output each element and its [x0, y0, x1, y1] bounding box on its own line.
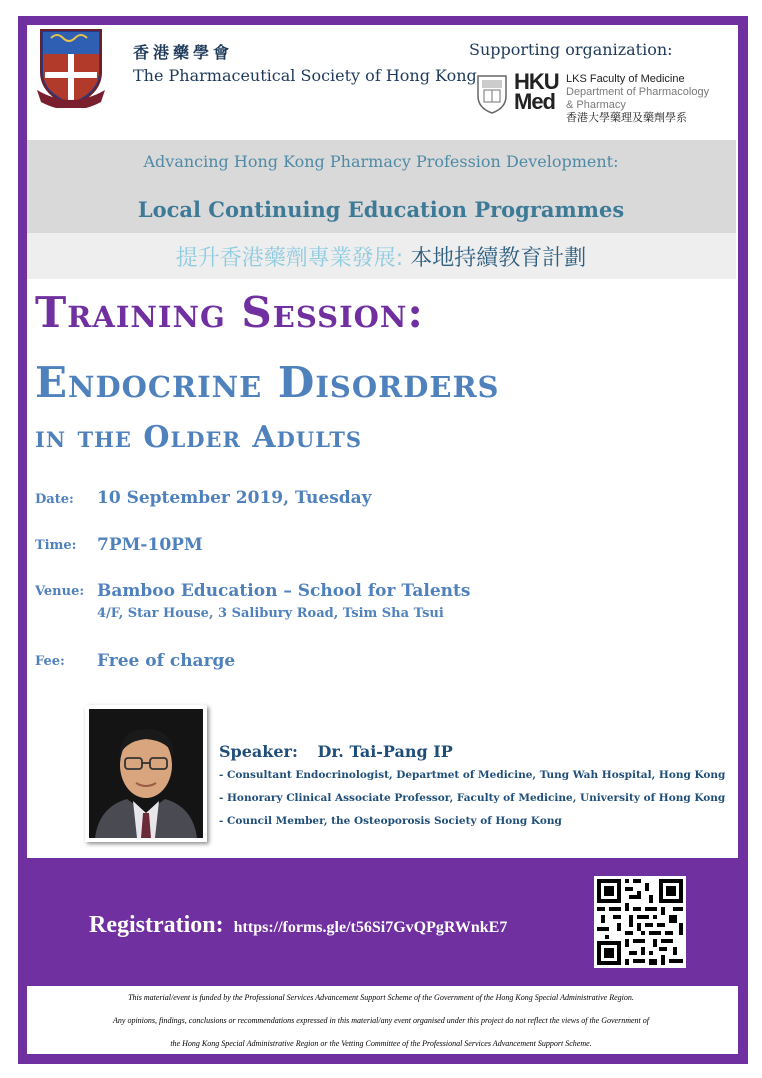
venue-label: Venue: — [35, 584, 85, 599]
hku-med-logo-text — [514, 69, 559, 114]
department-name-line1: Department of Pharmacology — [566, 86, 710, 98]
registration-link[interactable]: https://forms.gle/t56Si7GvQPgRWnkE7 — [233, 919, 508, 936]
lks-faculty-text — [566, 73, 709, 125]
disclaimer-line: Any opinions, findings, conclusions or recommendations expressed in this material/any event organised under this project do not reflect the views of the Government of — [113, 1016, 649, 1025]
date-value: 10 September 2019, Tuesday — [97, 488, 372, 508]
banner-title: Local Continuing Education Programmes — [137, 197, 625, 222]
registration-line — [89, 912, 507, 939]
hku-logo-line1: HKU — [514, 69, 559, 94]
banner-subtitle: Advancing Hong Kong Pharmacy Profession Development: — [143, 152, 619, 171]
hku-logo-line2: Med — [514, 89, 555, 114]
banner-chinese-part2: 本地持續教育計劃 — [410, 246, 587, 271]
department-name-chinese: 香港大學藥理及藥劑學系 — [566, 112, 687, 124]
fee-label: Fee: — [35, 654, 65, 669]
speaker-heading — [219, 742, 453, 761]
qr-code-icon[interactable] — [594, 876, 686, 968]
speaker-name: Dr. Tai-Pang IP — [317, 742, 453, 761]
venue-address: 4/F, Star House, 3 Salibury Road, Tsim Sha Tsui — [97, 606, 444, 621]
society-crest-icon — [37, 28, 105, 108]
hku-crest-icon — [476, 74, 508, 114]
session-topic-sub: in the Older Adults — [35, 420, 363, 455]
speaker-role: - Honorary Clinical Associate Professor, Faculty of Medicine, University of Hong Kong — [219, 792, 726, 804]
supporting-organization-label: Supporting organization: — [469, 40, 673, 59]
fee-value: Free of charge — [97, 651, 236, 671]
time-label: Time: — [35, 538, 77, 553]
society-name-chinese: 香港藥學會 — [133, 43, 234, 62]
department-name-line2: & Pharmacy — [566, 99, 626, 111]
banner-chinese-title — [0, 241, 762, 272]
speaker-role: - Council Member, the Osteoporosis Society of Hong Kong — [219, 815, 562, 827]
venue-value: Bamboo Education – School for Talents — [97, 581, 471, 601]
time-value: 7PM-10PM — [97, 535, 203, 555]
speaker-label: Speaker: — [219, 742, 298, 761]
speaker-portrait — [89, 709, 203, 838]
session-topic: Endocrine Disorders — [35, 358, 500, 407]
speaker-role: - Consultant Endocrinologist, Departmet of Medicine, Tung Wah Hospital, Hong Kong — [219, 769, 726, 781]
disclaimer-line: the Hong Kong Special Administrative Region or the Vetting Committee of the Professional Services Advancement Support Scheme. — [170, 1039, 592, 1048]
lks-faculty-name: LKS Faculty of Medicine — [566, 73, 685, 85]
society-name-english: The Pharmaceutical Society of Hong Kong — [133, 66, 477, 85]
session-heading: Training Session: — [35, 288, 424, 337]
date-label: Date: — [35, 492, 74, 507]
speaker-photo — [85, 705, 207, 842]
banner-chinese-part1: 提升香港藥劑專業發展: — [175, 246, 404, 271]
registration-label: Registration: — [89, 912, 224, 938]
disclaimer-line: This material/event is funded by the Professional Services Advancement Support Scheme of the Government of the Hong Kong Special Administrative Region. — [128, 993, 634, 1002]
